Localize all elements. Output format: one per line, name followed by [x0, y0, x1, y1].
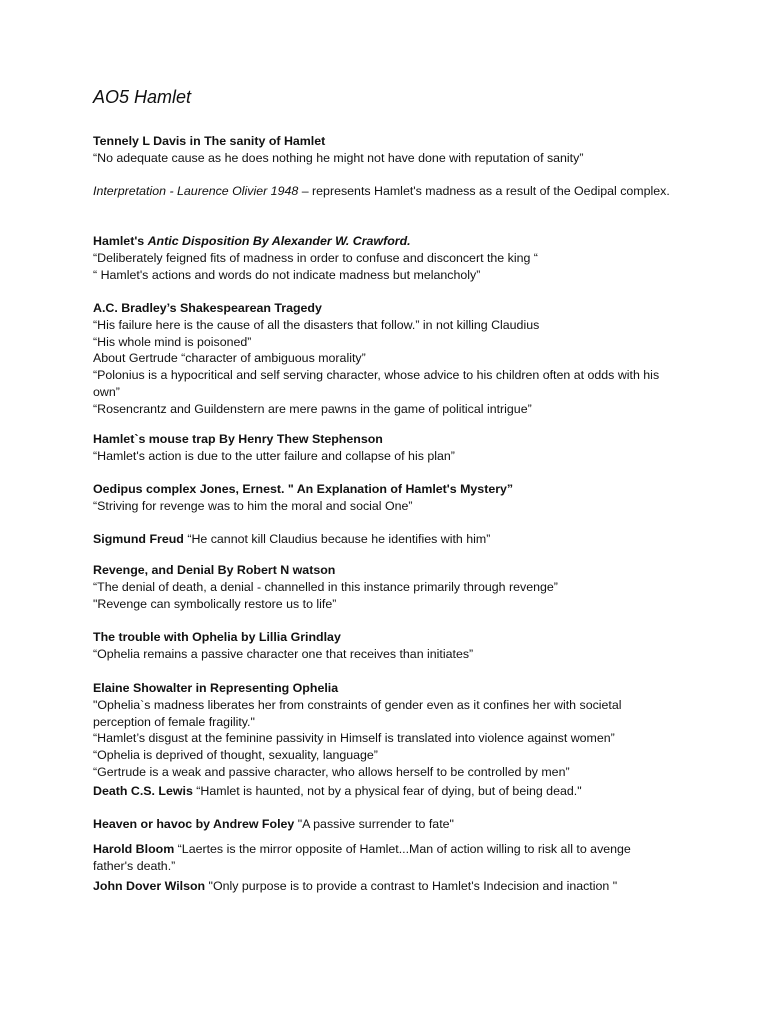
block-text-line: [93, 150, 673, 167]
block-bloom: [93, 841, 673, 875]
quote-text: “His whole mind is poisoned”: [93, 334, 252, 349]
block-text-line: [93, 747, 673, 764]
block-jones: [93, 481, 673, 515]
quote-text: "Revenge can symbolically restore us to life”: [93, 596, 337, 611]
block-heading-line: [93, 680, 673, 697]
block-grindlay: [93, 629, 673, 663]
quote-text: “Striving for revenge was to him the moral and social One”: [93, 498, 413, 513]
block-heading-line: [93, 431, 673, 448]
block-text-line: [93, 764, 673, 781]
quote-text: “Hamlet’s disgust at the feminine passivity in Himself is translated into violence against women”: [93, 731, 615, 746]
block-olivier: [93, 183, 673, 200]
quote-text: "Ophelia`s madness liberates her from constraints of gender even as it confines her with societal perception of female fragility.": [93, 697, 622, 729]
block-heading-line: [93, 783, 673, 800]
quote-text: “Deliberately feigned fits of madness in order to confuse and disconcert the king “: [93, 250, 538, 265]
quote-text: “Laertes is the mirror opposite of Hamlet...Man of action willing to risk all to avenge father's death.”: [93, 842, 631, 873]
block-heading-line: [93, 531, 673, 548]
block-heading-line: [93, 562, 673, 579]
block-text-line: [93, 646, 673, 663]
block-text-line: [93, 697, 673, 731]
block-text-line: [93, 317, 673, 334]
block-text-line: [93, 350, 673, 367]
quote-text: “Ophelia remains a passive character one that receives than initiates”: [93, 646, 474, 661]
block-bradley: [93, 300, 673, 418]
quote-text: “No adequate cause as he does nothing he might not have done with reputation of sanity”: [93, 150, 584, 165]
source-label: A.C. Bradley’s Shakespearean Tragedy: [93, 301, 322, 315]
block-text-line: [93, 367, 673, 401]
document-title: AO5 Hamlet: [93, 87, 192, 107]
block-text-line: [93, 596, 673, 613]
quote-text: “Ophelia is deprived of thought, sexuality, language”: [93, 748, 378, 763]
quote-text: “His failure here is the cause of all the disasters that follow.” in not killing Claudius: [93, 317, 540, 332]
source-label: The trouble with Ophelia by Lillia Grindlay: [93, 630, 341, 644]
source-label: John Dover Wilson: [93, 879, 206, 893]
block-text-line: [93, 250, 673, 267]
block-text-line: [93, 448, 673, 465]
block-text-line: [93, 401, 673, 418]
block-text-line: [93, 730, 673, 747]
source-label: Death C.S. Lewis: [93, 784, 193, 798]
block-text-line: [93, 579, 673, 596]
quote-text: “He cannot kill Claudius because he identifies with him”: [183, 532, 491, 546]
source-label: Hamlet's: [93, 234, 148, 248]
block-freud: [93, 531, 673, 548]
block-heading-line: [93, 841, 673, 875]
block-foley: [93, 816, 673, 833]
block-heading-line: [93, 878, 673, 895]
quote-text: “Gertrude is a weak and passive character, who allows herself to be controlled by men”: [93, 764, 570, 779]
block-heading-line: [93, 233, 673, 250]
quote-text: “Hamlet's action is due to the utter failure and collapse of his plan”: [93, 448, 455, 463]
source-label: Oedipus complex Jones, Ernest. " An Explanation of Hamlet's Mystery”: [93, 482, 514, 496]
block-heading-line: [93, 183, 673, 200]
block-heading-line: [93, 629, 673, 646]
block-wilson: [93, 878, 673, 895]
quote-text: "Only purpose is to provide a contrast to Hamlet's Indecision and inaction ": [205, 879, 618, 893]
block-text-line: [93, 267, 673, 284]
quote-text: “Rosencrantz and Guildenstern are mere pawns in the game of political intrigue”: [93, 401, 532, 416]
block-heading-line: [93, 300, 673, 317]
block-lewis: [93, 783, 673, 800]
source-label: Antic Disposition By Alexander W. Crawford.: [147, 234, 411, 248]
quote-text: Interpretation - Laurence Olivier 1948: [93, 184, 299, 198]
source-label: Elaine Showalter in Representing Ophelia: [93, 681, 339, 695]
source-label: Sigmund Freud: [93, 532, 184, 546]
block-crawford: [93, 233, 673, 283]
quote-text: – represents Hamlet's madness as a result of the Oedipal complex.: [298, 184, 670, 198]
source-label: Harold Bloom: [93, 842, 175, 856]
block-heading-line: [93, 481, 673, 498]
quote-text: "A passive surrender to fate": [294, 817, 454, 831]
block-heading-line: [93, 133, 673, 150]
quote-text: “ Hamlet's actions and words do not indicate madness but melancholy”: [93, 267, 481, 282]
quote-text: “Hamlet is haunted, not by a physical fear of dying, but of being dead.": [192, 784, 582, 798]
source-label: Tennely L Davis in The sanity of Hamlet: [93, 134, 326, 148]
block-watson: [93, 562, 673, 612]
block-heading-line: [93, 816, 673, 833]
block-showalter: [93, 680, 673, 781]
source-label: Revenge, and Denial By Robert N watson: [93, 563, 336, 577]
block-text-line: [93, 498, 673, 515]
quote-text: “Polonius is a hypocritical and self serving character, whose advice to his children often at odds with his own”: [93, 368, 660, 399]
quote-text: About Gertrude “character of ambiguous morality”: [93, 351, 366, 366]
quote-text: “The denial of death, a denial - channelled in this instance primarily through revenge”: [93, 579, 558, 594]
block-stephenson: [93, 431, 673, 465]
source-label: Hamlet`s mouse trap By Henry Thew Stephenson: [93, 432, 383, 446]
source-label: Heaven or havoc by Andrew Foley: [93, 817, 295, 831]
block-text-line: [93, 334, 673, 351]
block-davis: [93, 133, 673, 167]
